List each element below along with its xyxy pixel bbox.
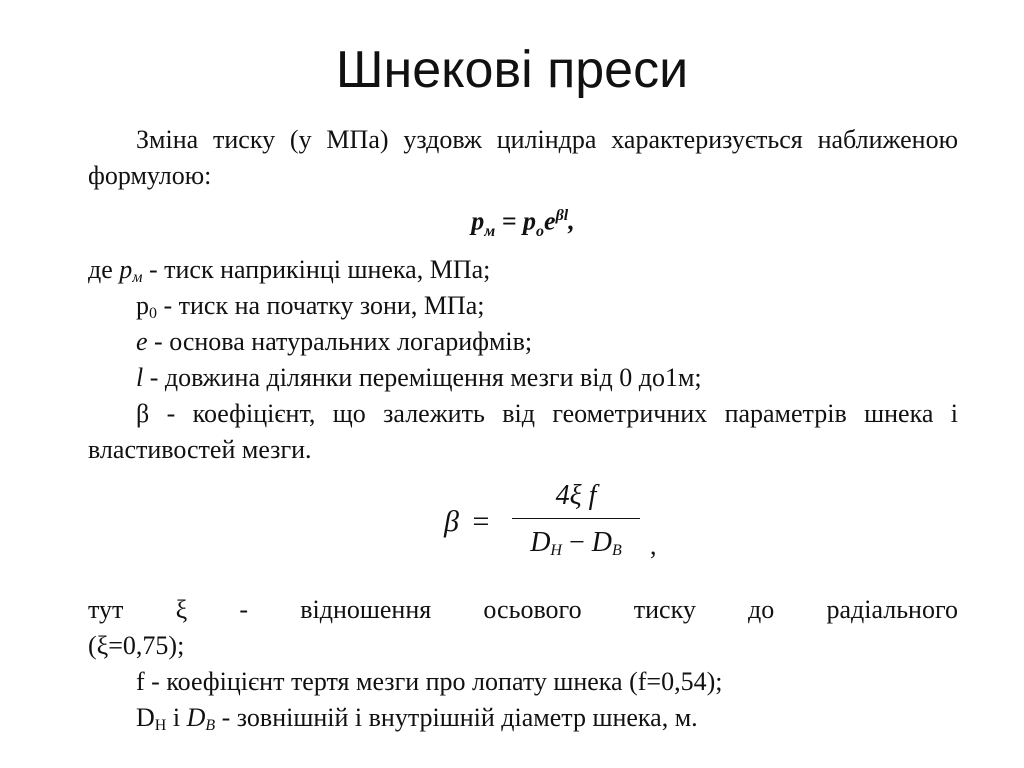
def-p0-text: - тиск на початку зони, МПа; — [157, 290, 485, 320]
def-d1: D — [136, 702, 155, 732]
fraction-denominator — [512, 523, 640, 563]
def-l-symbol: l — [136, 362, 144, 392]
pressure-formula — [88, 198, 958, 250]
beta-fraction — [512, 476, 640, 563]
tut-word: відношення — [300, 594, 432, 624]
def-prefix: де — [88, 254, 120, 284]
p0-subscript: o — [536, 222, 545, 240]
tut-word: до — [748, 594, 775, 624]
e-symbol: e — [544, 206, 556, 236]
beta-equals: = — [472, 504, 490, 538]
den-d1: D — [530, 526, 551, 558]
tut-word: - — [239, 594, 249, 624]
p0-symbol: p — [523, 206, 537, 236]
slide-content — [88, 122, 958, 736]
tut-word: осьового — [483, 594, 582, 624]
beta-symbol: β — [444, 504, 459, 538]
def-f: f - коефіцієнт тертя мезги про лопату шнека (f=0,54); — [136, 666, 723, 696]
def-d2-sub: В — [205, 716, 216, 734]
beta-comma: , — [650, 530, 657, 560]
intro-paragraph: Зміна тиску (у МПа) уздовж циліндра характеризується наближеною формулою: — [88, 125, 958, 190]
tut-word: радіального — [826, 594, 958, 624]
def-l-text: - довжина ділянки переміщення мезги від 0 до1м; — [143, 362, 702, 392]
pm-subscript: м — [484, 222, 496, 240]
beta-formula — [88, 476, 958, 574]
fraction-numerator — [512, 476, 640, 516]
den-d2: D — [591, 526, 613, 558]
slide-title: Шнекові преси — [335, 41, 689, 99]
formula-comma: , — [568, 206, 575, 236]
beta-lhs — [444, 504, 489, 540]
exponent: βl — [555, 207, 569, 224]
fraction-bar — [512, 518, 640, 519]
def-l — [88, 360, 958, 396]
def-pm — [88, 252, 958, 288]
def-d2: D — [186, 702, 206, 732]
tut-line-2: (ξ=0,75); — [88, 630, 185, 660]
def-e — [88, 324, 958, 360]
def-p0 — [88, 288, 958, 324]
def-p0-symbol: р — [136, 290, 149, 320]
def-p0-sub: 0 — [149, 304, 157, 322]
den-minus: − — [561, 526, 592, 558]
def-d — [88, 700, 958, 736]
def-beta: β - коефіцієнт, що залежить від геометричних параметрів шнека і властивостей мезги. — [88, 398, 958, 464]
numerator-text: 4ξ f — [555, 479, 597, 511]
def-pm-sub: м — [132, 268, 143, 286]
def-e-text: - основа натуральних логарифмів; — [147, 326, 533, 356]
pm-symbol: p — [471, 206, 485, 236]
den-d2-sub: B — [612, 541, 622, 559]
def-e-symbol: e — [136, 326, 148, 356]
def-pm-symbol: p — [119, 254, 133, 284]
tut-word: тут — [88, 594, 124, 624]
tut-word: ξ — [175, 594, 188, 624]
den-d1-sub: H — [550, 541, 562, 559]
def-d-mid: і — [166, 702, 187, 732]
def-d-text: - зовнішній і внутрішній діаметр шнека, м. — [215, 702, 698, 732]
tut-line — [88, 592, 958, 628]
def-pm-text: - тиск наприкінці шнека, МПа; — [142, 254, 491, 284]
def-d1-sub: Н — [154, 716, 167, 734]
tut-word: тиску — [633, 594, 696, 624]
formula-equals: = — [495, 206, 524, 236]
